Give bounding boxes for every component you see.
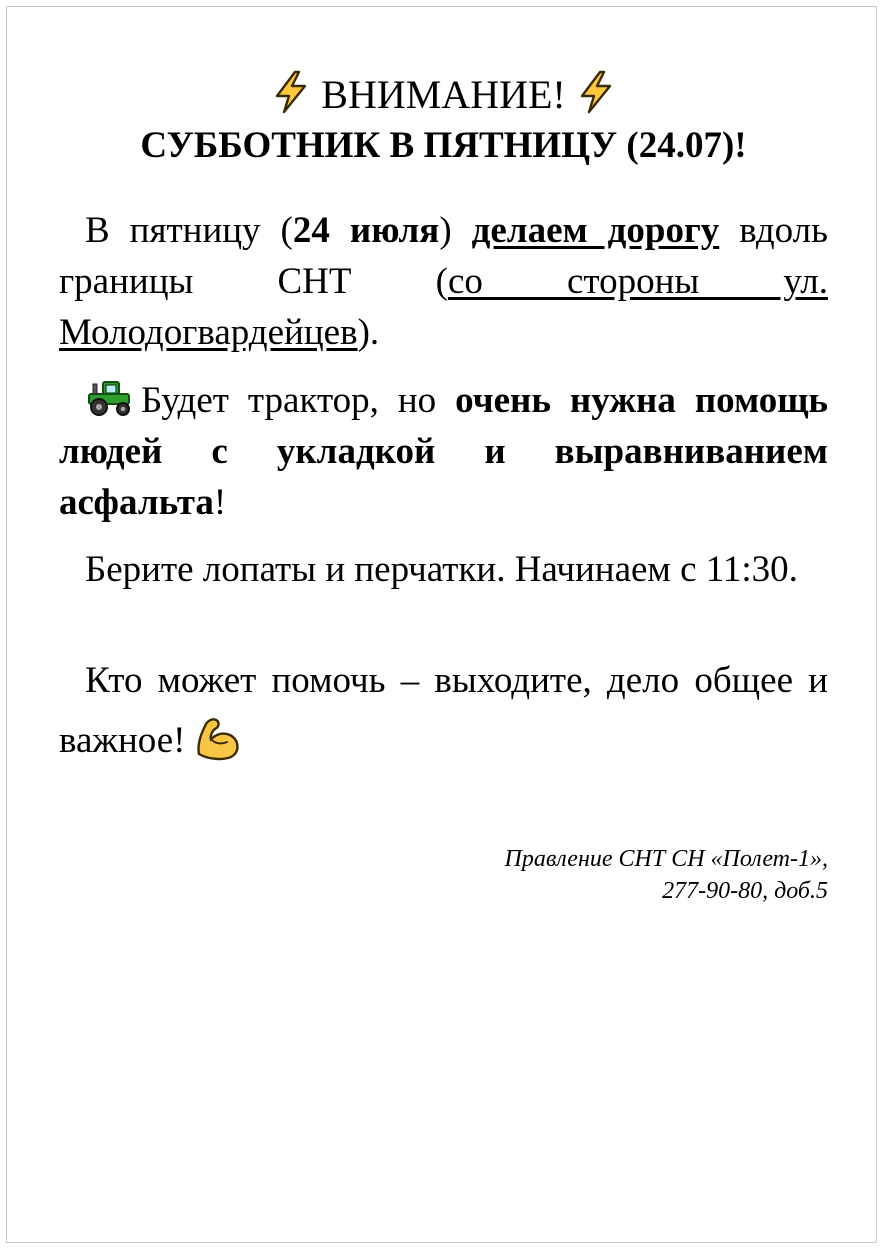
flexed-biceps-icon: [193, 714, 243, 762]
tractor-icon: [85, 378, 135, 416]
paragraph-tools: Берите лопаты и перчатки. Начинаем с 11:30.: [85, 549, 798, 590]
text: вдоль границы СНТ (: [59, 210, 829, 302]
paragraph-road: [59, 205, 828, 358]
title-line1: ВНИМАНИЕ!: [321, 72, 566, 117]
paragraph-call-to-action: [59, 651, 828, 771]
signature-phone: 277-90-80, доб.5: [662, 878, 828, 904]
text: Будет трактор, но: [141, 380, 456, 421]
street-underlined: со стороны ул. Молодогвардейцев: [59, 261, 828, 353]
date-bold: 24 июля: [292, 210, 440, 251]
text: В пятницу (: [85, 210, 293, 251]
signature-organization: Правление СНТ СН «Полет-1»,: [504, 846, 828, 872]
help-needed-bold: очень нужна помощь людей с укладкой и выравниванием асфальта: [59, 380, 828, 523]
title-event: СУББОТНИК В ПЯТНИЦУ (24.07)!: [140, 125, 747, 166]
text: ).: [357, 312, 380, 353]
text: Кто может помочь – выходите, дело общее и важное!: [59, 660, 828, 761]
paragraph-tractor: [59, 375, 828, 528]
title-attention: [59, 69, 828, 121]
document-page: [6, 6, 877, 1243]
text: !: [213, 482, 227, 523]
high-voltage-icon: [271, 70, 311, 114]
text: ): [439, 210, 472, 251]
signature-block: [59, 843, 828, 907]
document-content: [59, 69, 828, 907]
high-voltage-icon: [576, 70, 616, 114]
road-work-emphasis: делаем дорогу: [471, 210, 720, 251]
